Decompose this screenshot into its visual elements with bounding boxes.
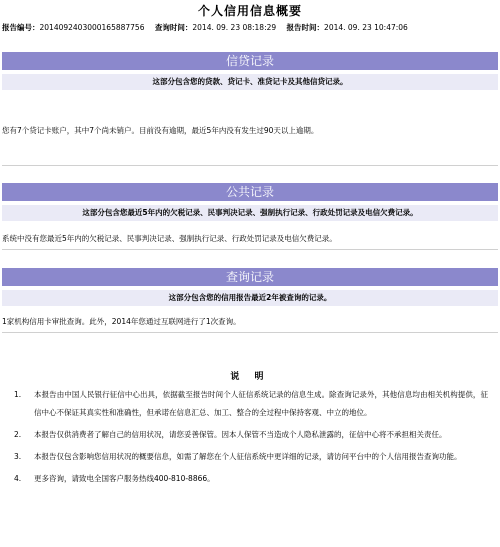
query-section-header: 查询记录 [2, 268, 498, 286]
divider [2, 249, 498, 250]
note-item [10, 448, 488, 466]
query-section-subtitle: 这部分包含您的信用报告最近2年被查询的记录。 [2, 290, 498, 306]
notes-list [10, 386, 488, 492]
note-item [10, 426, 488, 444]
report-time-value: 2014. 09. 23 10:47:06 [324, 23, 408, 32]
note-number: 4. [14, 474, 22, 483]
page-title: 个人信用信息概要 [197, 4, 302, 18]
note-text: 本报告由中国人民银行征信中心出具，依据截至报告时间个人征信系统记录的信息生成。除查询记录外，其他信息均由相关机构提供，征信中心不保证其真实性和准确性，但承诺在信息汇总、加工、整合的全过程中保持客观、中立的地位。 [34, 390, 488, 417]
report-meta [2, 22, 416, 33]
query-time-value: 2014. 09. 23 08:18:29 [192, 23, 277, 32]
divider [2, 332, 498, 333]
report-number-label: 报告编号： [2, 23, 40, 32]
note-text: 本报告仅供消费者了解自己的信用状况，请您妥善保管。因本人保管不当造成个人隐私泄露的，征信中心将不承担相关责任。 [34, 430, 447, 439]
report-time-label: 报告时间： [286, 23, 325, 32]
note-text: 本报告仅包含影响您信用状况的概要信息，如需了解您在个人征信系统中更详细的记录，请访问平台中的个人信用报告查询功能。 [34, 452, 462, 461]
note-item [10, 470, 488, 488]
query-time-label: 查询时间： [154, 23, 193, 32]
note-number: 2. [14, 430, 22, 439]
note-number: 1. [14, 390, 22, 399]
divider [2, 165, 498, 166]
query-section-body: 1家机构信用卡审批查询。此外，2014年您通过互联网进行了1次查询。 [2, 317, 241, 326]
public-section-body: 系统中没有您最近5年内的欠税记录、民事判决记录、强制执行记录、行政处罚记录及电信欠费记录。 [2, 234, 337, 243]
note-number: 3. [14, 452, 22, 461]
credit-section-subtitle: 这部分包含您的贷款、贷记卡、准贷记卡及其他信贷记录。 [2, 74, 498, 90]
public-section-header: 公共记录 [2, 183, 498, 201]
report-number-value: 2014092403000165887756 [39, 23, 145, 32]
note-text: 更多咨询，请致电全国客户服务热线400-810-8866。 [34, 474, 215, 483]
credit-section-body: 您有7个贷记卡账户，其中7个尚未销户。目前没有逾期，最近5年内没有发生过90天以上逾期。 [2, 126, 319, 135]
credit-section-header: 信贷记录 [2, 52, 498, 70]
note-item [10, 386, 488, 422]
public-section-subtitle: 这部分包含您最近5年内的欠税记录、民事判决记录、强制执行记录、行政处罚记录及电信欠费记录。 [2, 205, 498, 221]
notes-title: 说 明 [230, 372, 270, 382]
